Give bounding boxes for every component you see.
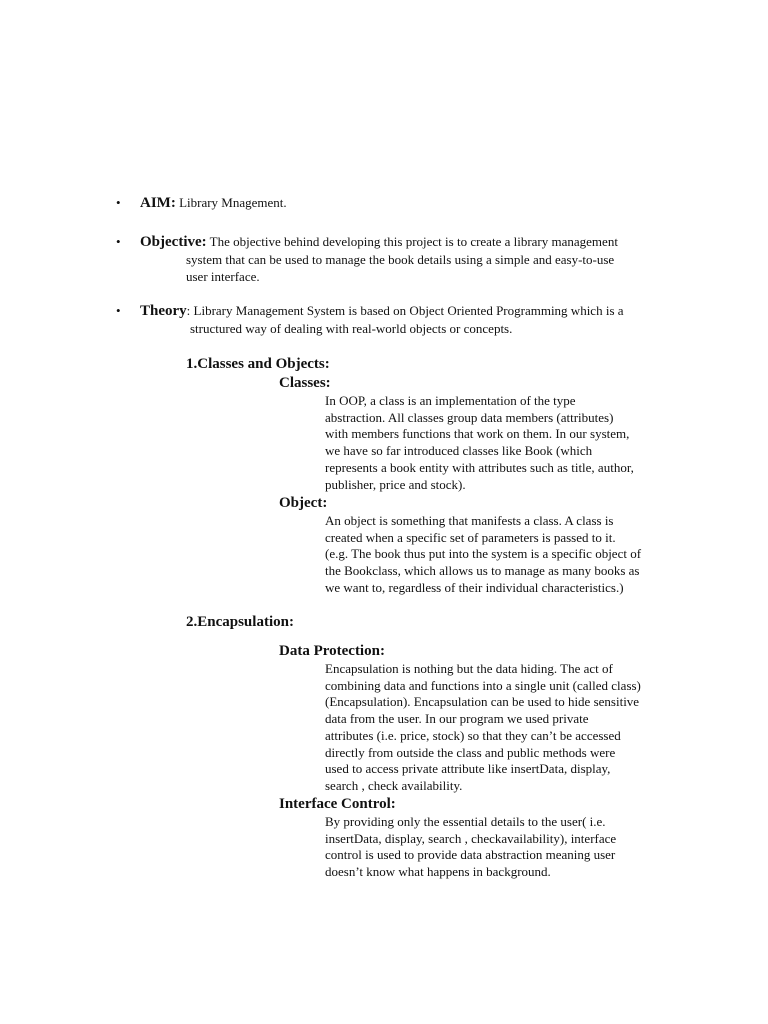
paragraph-line: used to access private attribute like insertData, display, bbox=[325, 761, 611, 777]
paragraph-line: the Bookclass, which allows us to manage as many books as bbox=[325, 563, 640, 579]
paragraph-line: Encapsulation is nothing but the data hiding. The act of bbox=[325, 661, 613, 676]
paragraph-line: By providing only the essential details to the user( i.e. bbox=[325, 814, 606, 829]
section-heading-encapsulation: 2.Encapsulation: bbox=[186, 614, 294, 630]
subheading-interface-control: Interface Control: bbox=[279, 796, 396, 812]
theory-line-1: : Library Management System is based on Object Oriented Programming which is a bbox=[186, 303, 624, 318]
bullet-icon: • bbox=[116, 195, 121, 210]
paragraph-line: directly from outside the class and public methods were bbox=[325, 744, 616, 760]
objective-line-2: system that can be used to manage the book details using a simple and easy-to-use bbox=[186, 252, 615, 267]
paragraph-line: publisher, price and stock). bbox=[325, 476, 466, 492]
paragraph-line: doesn’t know what happens in background. bbox=[325, 864, 551, 880]
bullet-icon: • bbox=[116, 234, 121, 249]
paragraph-line: with members functions that work on them. In our system, bbox=[325, 426, 630, 442]
paragraph-line: combining data and functions into a single unit (called class) bbox=[325, 677, 641, 693]
subheading-data-protection: Data Protection: bbox=[279, 643, 385, 659]
objective-line-1: The objective behind developing this project is to create a library management bbox=[206, 234, 618, 249]
paragraph-line: attributes (i.e. price, stock) so that they can’t be accessed bbox=[325, 727, 621, 743]
paragraph-object bbox=[325, 513, 685, 597]
subheading-classes: Classes: bbox=[279, 375, 331, 391]
paragraph-line: (e.g. The book thus put into the system is a specific object of bbox=[325, 546, 642, 562]
objective-label: Objective: bbox=[140, 234, 207, 250]
paragraph-line: we have so far introduced classes like Book (which bbox=[325, 443, 593, 459]
aim-label: AIM: bbox=[140, 195, 176, 211]
section-heading-classes-objects: 1.Classes and Objects: bbox=[186, 356, 330, 372]
paragraph-line: represents a book entity with attributes such as title, author, bbox=[325, 459, 634, 475]
theory-label: Theory bbox=[140, 303, 187, 319]
paragraph-data-protection bbox=[325, 661, 685, 795]
paragraph-line: search , check availability. bbox=[325, 777, 463, 793]
paragraph-line: An object is something that manifests a class. A class is bbox=[325, 513, 614, 528]
paragraph-classes bbox=[325, 393, 685, 493]
paragraph-line: we want to, regardless of their individual characteristics.) bbox=[325, 579, 624, 595]
objective-line-3: user interface. bbox=[186, 269, 260, 284]
paragraph-line: control is used to provide data abstraction meaning user bbox=[325, 847, 616, 863]
paragraph-line: created when a specific set of parameters is passed to it. bbox=[325, 529, 616, 545]
paragraph-line: insertData, display, search , checkavailability), interface bbox=[325, 830, 617, 846]
paragraph-line: data from the user. In our program we used private bbox=[325, 711, 589, 727]
paragraph-line: In OOP, a class is an implementation of the type bbox=[325, 393, 576, 408]
bullet-icon: • bbox=[116, 303, 121, 318]
paragraph-interface-control bbox=[325, 814, 685, 881]
paragraph-line: abstraction. All classes group data members (attributes) bbox=[325, 409, 614, 425]
aim-text: Library Mnagement. bbox=[175, 195, 287, 210]
subheading-object: Object: bbox=[279, 495, 328, 511]
theory-line-2: structured way of dealing with real-world objects or concepts. bbox=[190, 321, 513, 336]
paragraph-line: (Encapsulation). Encapsulation can be used to hide sensitive bbox=[325, 694, 640, 710]
